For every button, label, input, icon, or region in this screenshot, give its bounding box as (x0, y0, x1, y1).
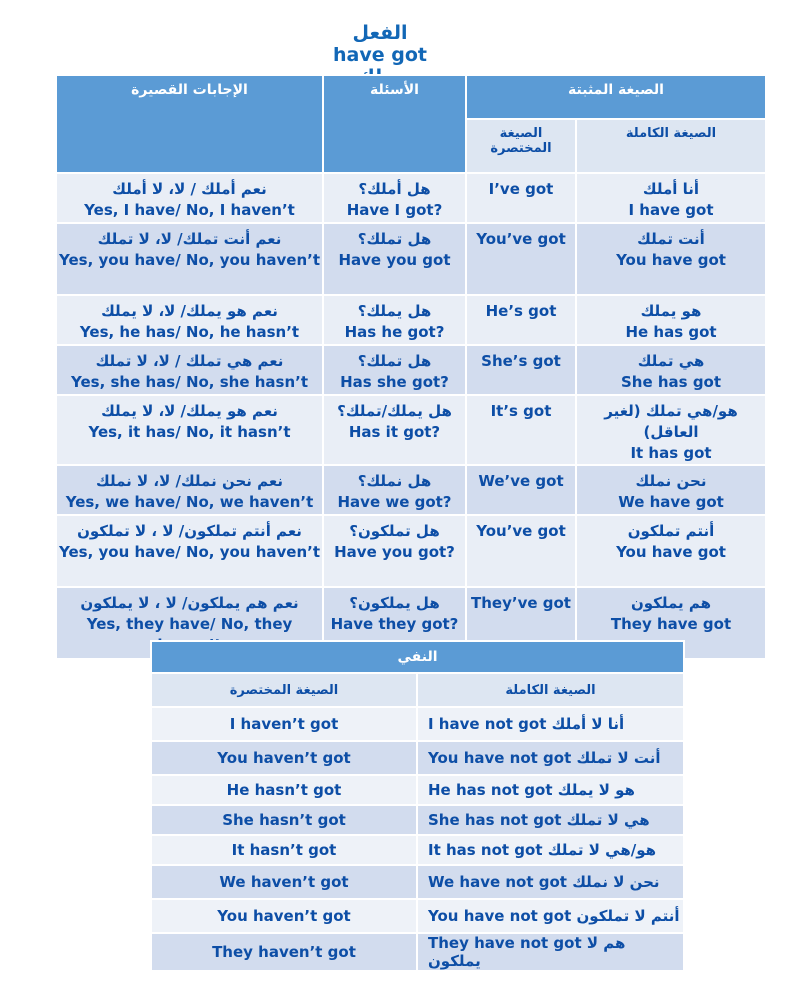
negative-contracted-cell: It hasn’t got (151, 835, 417, 865)
question-cell (323, 465, 466, 515)
contracted-cell (466, 223, 576, 295)
question-arabic: هل يملك/تملك؟ (337, 402, 452, 420)
negative-full-arabic: أنا لا أملك (551, 715, 625, 733)
short-answer-english: Yes, he has/ No, he hasn’t (79, 323, 300, 341)
full-form-cell (576, 345, 766, 395)
negative-full-english: You have not got (428, 749, 572, 767)
negative-contracted-cell: She hasn’t got (151, 805, 417, 835)
full-form-arabic: هو يملك (640, 302, 702, 320)
question-cell (323, 223, 466, 295)
full-form-english: I have got (628, 201, 714, 219)
contracted-cell (466, 395, 576, 465)
negative-full-cell (417, 933, 684, 971)
table-row (151, 933, 684, 971)
short-answer-english: Yes, you have/ No, you haven’t (58, 543, 320, 561)
negative-contracted-cell: They haven’t got (151, 933, 417, 971)
full-form-cell (576, 223, 766, 295)
question-arabic: هل تملك؟ (357, 352, 432, 370)
header-affirmative: الصيغة المثبتة (466, 75, 766, 119)
full-form-cell (576, 465, 766, 515)
question-arabic: هل تملكون؟ (349, 522, 440, 540)
full-form-cell (576, 395, 766, 465)
conjugation-table (55, 74, 767, 660)
negative-contracted-cell: You haven’t got (151, 899, 417, 933)
question-arabic: هل تملك؟ (357, 230, 432, 248)
table-row (56, 345, 766, 395)
question-english: Have I got? (346, 201, 443, 219)
contracted-form: You’ve got (476, 522, 566, 540)
table-row (151, 775, 684, 805)
question-cell (323, 295, 466, 345)
short-answer-cell (56, 345, 323, 395)
negative-contracted-cell: He hasn’t got (151, 775, 417, 805)
full-form-english: She has got (620, 373, 722, 391)
short-answer-cell (56, 465, 323, 515)
table-row (151, 805, 684, 835)
question-english: Have we got? (337, 493, 452, 511)
title-arabic-verb: الفعل (352, 22, 408, 44)
negative-contracted-cell: You haven’t got (151, 741, 417, 775)
full-form-arabic: هي تملك (637, 352, 705, 370)
short-answer-english: Yes, we have/ No, we haven’t (65, 493, 314, 511)
contracted-form: It’s got (490, 402, 552, 420)
table-row (56, 173, 766, 223)
table-row (56, 223, 766, 295)
table-row (56, 395, 766, 465)
negative-contracted-cell: We haven’t got (151, 865, 417, 899)
question-arabic: هل يملكون؟ (349, 594, 440, 612)
header-questions: الأسئلة (323, 75, 466, 173)
full-form-english: We have got (618, 493, 724, 511)
short-answer-arabic: نعم أنت تملك/ لا، لا تملك (97, 230, 282, 248)
question-cell (323, 395, 466, 465)
short-answer-cell (56, 173, 323, 223)
full-form-arabic: أنتم تملكون (627, 522, 715, 540)
full-form-arabic: هو/هي تملك (لغير العاقل) (604, 402, 738, 441)
table-row (56, 515, 766, 587)
short-answer-arabic: نعم نحن نملك/ لا، لا نملك (96, 472, 283, 490)
negative-full-english: You have not got (428, 907, 572, 925)
contracted-form: I’ve got (488, 180, 554, 198)
negative-header-contracted: الصيغة المختصرة (151, 673, 417, 707)
header-full-form: الصيغة الكاملة (576, 119, 766, 173)
short-answer-arabic: نعم هي تملك / لا، لا تملك (95, 352, 284, 370)
question-arabic: هل أملك؟ (358, 180, 431, 198)
negative-table (150, 640, 685, 972)
short-answer-arabic: نعم هو يملك/ لا، لا يملك (101, 302, 278, 320)
question-english: Have you got (338, 251, 451, 269)
full-form-english: It has got (630, 444, 712, 462)
short-answer-cell (56, 395, 323, 465)
short-answer-english: Yes, it has/ No, it hasn’t (88, 423, 291, 441)
table-row (56, 295, 766, 345)
negative-title: النفي (151, 641, 684, 673)
contracted-form: They’ve got (471, 594, 571, 612)
negative-full-cell (417, 899, 684, 933)
title-english: have got (333, 44, 427, 66)
question-english: Has she got? (340, 373, 449, 391)
full-form-english: He has got (625, 323, 717, 341)
question-arabic: هل نملك؟ (357, 472, 432, 490)
short-answer-english: Yes, they have/ No, they (86, 615, 293, 633)
full-form-cell (576, 295, 766, 345)
table-row (56, 465, 766, 515)
full-form-english: They have got (610, 615, 732, 633)
contracted-form: You’ve got (476, 230, 566, 248)
short-answer-english: Yes, you have/ No, you haven’t (58, 251, 320, 269)
full-form-cell (576, 173, 766, 223)
full-form-english: You have got (616, 251, 726, 269)
negative-full-arabic: هم لا يملكون (428, 934, 626, 970)
question-cell (323, 515, 466, 587)
short-answer-english: Yes, I have/ No, I haven’t (84, 201, 295, 219)
question-arabic: هل يملك؟ (357, 302, 432, 320)
negative-contracted-cell: I haven’t got (151, 707, 417, 741)
table-row (151, 741, 684, 775)
question-english: Has he got? (344, 323, 445, 341)
short-answer-arabic: نعم أنتم تملكون/ لا ، لا تملكون (77, 522, 302, 540)
negative-full-arabic: أنتم لا تملكون (576, 907, 680, 925)
question-cell (323, 345, 466, 395)
contracted-form: We’ve got (478, 472, 564, 490)
full-form-arabic: أنت تملك (637, 230, 705, 248)
full-form-cell (576, 515, 766, 587)
negative-full-cell (417, 835, 684, 865)
contracted-form: She’s got (481, 352, 561, 370)
short-answer-cell (56, 223, 323, 295)
full-form-arabic: هم يملكون (630, 594, 712, 612)
full-form-english: You have got (616, 543, 726, 561)
full-form-arabic: نحن نملك (635, 472, 707, 490)
question-english: Have you got? (334, 543, 455, 561)
negative-full-arabic: نحن لا نملك (572, 873, 660, 891)
negative-full-english: He has not got (428, 781, 553, 799)
negative-full-english: She has not got (428, 811, 562, 829)
negative-full-english: They have not got (428, 934, 582, 952)
header-contracted-form: الصيغة المختصرة (466, 119, 576, 173)
negative-full-english: We have not got (428, 873, 567, 891)
contracted-form: He’s got (485, 302, 557, 320)
contracted-cell (466, 465, 576, 515)
contracted-cell (466, 345, 576, 395)
negative-full-cell (417, 741, 684, 775)
negative-full-arabic: هو/هي لا تملك (547, 841, 657, 859)
negative-full-arabic: هي لا تملك (566, 811, 650, 829)
negative-full-arabic: هو لا يملك (557, 781, 635, 799)
negative-full-cell (417, 707, 684, 741)
negative-full-cell (417, 805, 684, 835)
short-answer-arabic: نعم أملك / لا، لا أملك (112, 180, 267, 198)
question-english: Have they got? (330, 615, 459, 633)
short-answer-arabic: نعم هم يملكون/ لا ، لا يملكون (80, 594, 299, 612)
question-english: Has it got? (348, 423, 441, 441)
short-answer-arabic: نعم هو يملك/ لا، لا يملك (101, 402, 278, 420)
contracted-cell (466, 515, 576, 587)
question-cell (323, 173, 466, 223)
negative-full-english: I have not got (428, 715, 547, 733)
table-row (151, 707, 684, 741)
table-row (151, 835, 684, 865)
header-short-answers: الإجابات القصيرة (56, 75, 323, 173)
negative-header-full: الصيغة الكاملة (417, 673, 684, 707)
contracted-cell (466, 295, 576, 345)
negative-full-cell (417, 865, 684, 899)
negative-full-cell (417, 775, 684, 805)
short-answer-english: Yes, she has/ No, she hasn’t (71, 373, 308, 391)
contracted-cell (466, 173, 576, 223)
table-row (151, 899, 684, 933)
full-form-arabic: أنا أملك (642, 180, 700, 198)
table-row (151, 865, 684, 899)
negative-full-arabic: أنت لا تملك (576, 749, 661, 767)
short-answer-cell (56, 295, 323, 345)
short-answer-cell (56, 515, 323, 587)
negative-full-english: It has not got (428, 841, 543, 859)
